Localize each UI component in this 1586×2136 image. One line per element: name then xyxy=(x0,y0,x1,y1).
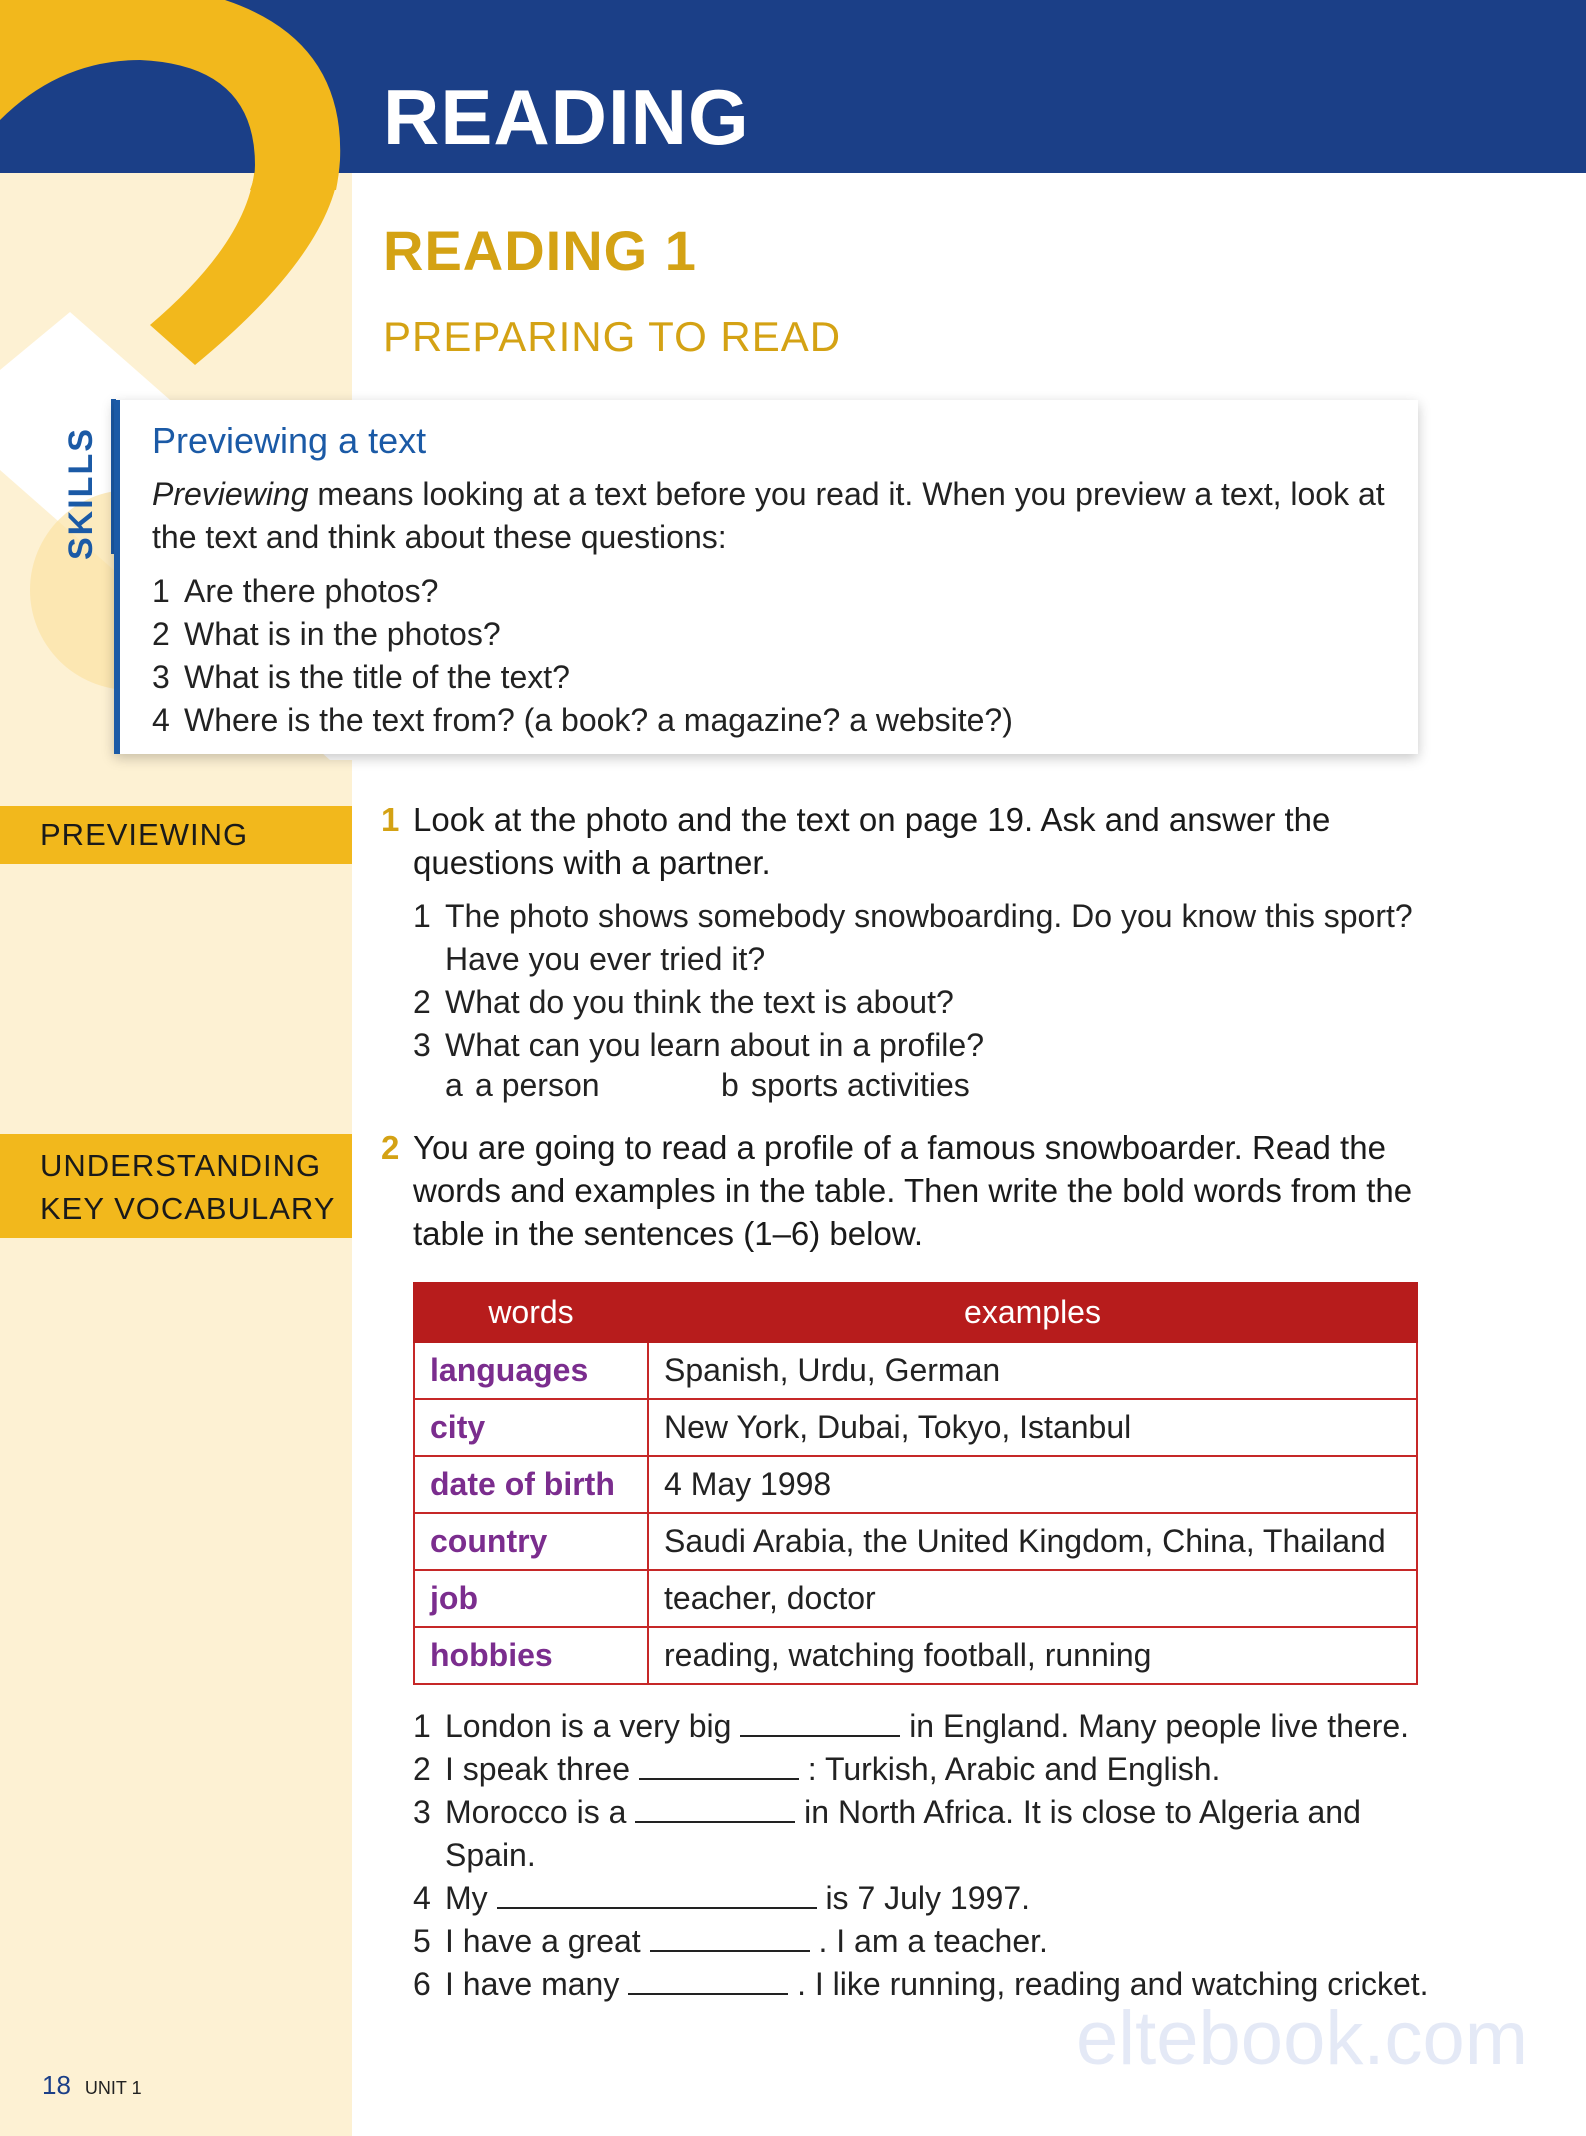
table-row xyxy=(414,1399,1417,1456)
vocab-word: job xyxy=(414,1570,648,1627)
item-number: 2 xyxy=(413,1751,431,1787)
unit-label: UNIT 1 xyxy=(84,2078,142,2098)
page-footer xyxy=(42,2070,142,2101)
skills-question-list xyxy=(152,570,1013,742)
sentence-end: . I am a teacher. xyxy=(818,1923,1048,1959)
sentence-start: I have a great xyxy=(445,1923,641,1959)
option-a-text: a person xyxy=(475,1067,600,1103)
exercise-1-number: 1 xyxy=(381,801,400,838)
column-header-examples: examples xyxy=(648,1283,1417,1342)
item-number: 1 xyxy=(413,898,431,934)
vocab-examples: New York, Dubai, Tokyo, Istanbul xyxy=(648,1399,1417,1456)
list-item xyxy=(152,656,1013,699)
exercise-2-sentences xyxy=(413,1705,1433,2006)
skills-heading: Previewing a text xyxy=(152,420,427,461)
list-item xyxy=(152,699,1013,742)
item-text: The photo shows somebody snowboarding. Do you know this sport? Have you ever tried it? xyxy=(445,898,1413,977)
item-text: Are there photos? xyxy=(184,573,439,609)
sentence-end: in England. Many people live there. xyxy=(909,1708,1410,1744)
list-item xyxy=(152,570,1013,613)
sidebar-label-line: UNDERSTANDING xyxy=(40,1148,322,1183)
sidebar-label-line: KEY VOCABULARY xyxy=(40,1191,336,1226)
page-title: READING xyxy=(383,73,750,161)
vocab-word: languages xyxy=(414,1342,648,1399)
sentence-start: I speak three xyxy=(445,1751,630,1787)
answer-blank[interactable] xyxy=(740,1709,900,1737)
sentence-end: : Turkish, Arabic and English. xyxy=(807,1751,1221,1787)
vocab-examples: Spanish, Urdu, German xyxy=(648,1342,1417,1399)
item-number: 6 xyxy=(413,1966,431,2002)
skills-intro xyxy=(152,473,1402,559)
sidebar-label-previewing: PREVIEWING xyxy=(0,806,352,864)
section-title: READING 1 xyxy=(383,219,697,282)
answer-blank[interactable] xyxy=(628,1967,788,1995)
list-item xyxy=(413,895,1413,981)
skills-tab-label: SKILLS xyxy=(62,427,100,560)
item-number: 5 xyxy=(413,1923,431,1959)
exercise-1-options xyxy=(445,1067,970,1104)
item-number: 3 xyxy=(152,659,170,695)
item-text: What do you think the text is about? xyxy=(445,984,954,1020)
list-item xyxy=(413,1024,1413,1067)
item-number: 3 xyxy=(413,1027,431,1063)
list-item xyxy=(152,613,1013,656)
item-number: 2 xyxy=(413,984,431,1020)
item-number: 1 xyxy=(152,573,170,609)
vocab-examples: reading, watching football, running xyxy=(648,1627,1417,1684)
column-header-words: words xyxy=(414,1283,648,1342)
list-item xyxy=(413,1791,1433,1877)
table-row xyxy=(414,1513,1417,1570)
item-text: What is the title of the text? xyxy=(184,659,570,695)
skills-box xyxy=(114,400,1418,754)
table-header-row xyxy=(414,1283,1417,1342)
vocab-word: hobbies xyxy=(414,1627,648,1684)
item-number: 1 xyxy=(413,1708,431,1744)
list-item xyxy=(413,981,1413,1024)
item-number: 4 xyxy=(152,702,170,738)
vocab-word: date of birth xyxy=(414,1456,648,1513)
answer-blank[interactable] xyxy=(650,1924,810,1952)
sentence-end: in North Africa. It is close to Algeria and Spain. xyxy=(445,1794,1361,1873)
item-number: 2 xyxy=(152,616,170,652)
vocab-examples: 4 May 1998 xyxy=(648,1456,1417,1513)
vocab-examples: teacher, doctor xyxy=(648,1570,1417,1627)
table-row xyxy=(414,1456,1417,1513)
exercise-2-number: 2 xyxy=(381,1129,400,1166)
exercise-1-instruction: Look at the photo and the text on page 19. Ask and answer the questions with a partner. xyxy=(413,801,1331,881)
vocabulary-table xyxy=(413,1282,1418,1685)
item-text: What is in the photos? xyxy=(184,616,501,652)
list-item xyxy=(413,1748,1433,1791)
section-subtitle: PREPARING TO READ xyxy=(383,313,842,360)
answer-blank[interactable] xyxy=(497,1881,817,1909)
sentence-end: is 7 July 1997. xyxy=(825,1880,1030,1916)
vocab-examples: Saudi Arabia, the United Kingdom, China, Thailand xyxy=(648,1513,1417,1570)
sentence-start: I have many xyxy=(445,1966,620,2002)
skills-intro-term: Previewing xyxy=(152,476,309,512)
vocab-word: country xyxy=(414,1513,648,1570)
option-b-text: sports activities xyxy=(751,1067,970,1103)
answer-blank[interactable] xyxy=(639,1752,799,1780)
list-item xyxy=(413,1877,1433,1920)
option-letter: a xyxy=(445,1067,463,1103)
vocab-word: city xyxy=(414,1399,648,1456)
table-row xyxy=(414,1570,1417,1627)
sentence-start: My xyxy=(445,1880,488,1916)
sentence-start: London is a very big xyxy=(445,1708,732,1744)
sentence-end: . I like running, reading and watching cricket. xyxy=(797,1966,1429,2002)
list-item xyxy=(413,1705,1433,1748)
item-text: What can you learn about in a profile? xyxy=(445,1027,984,1063)
sidebar-label-vocabulary xyxy=(0,1134,352,1238)
answer-blank[interactable] xyxy=(635,1795,795,1823)
sentence-start: Morocco is a xyxy=(445,1794,627,1830)
skills-intro-text: means looking at a text before you read it. When you preview a text, look at the text and think about these questions: xyxy=(152,476,1385,555)
exercise-2-instruction: You are going to read a profile of a famous snowboarder. Read the words and examples in the table. Then write the bold words from the table in the sentences (1–6) below. xyxy=(413,1129,1413,1252)
exercise-1-questions xyxy=(413,895,1413,1067)
unit-number-decoration-top xyxy=(0,0,360,200)
page-number: 18 xyxy=(42,2070,71,2100)
list-item xyxy=(413,1920,1433,1963)
item-text: Where is the text from? (a book? a magazine? a website?) xyxy=(184,702,1013,738)
option-letter: b xyxy=(721,1067,739,1103)
table-row xyxy=(414,1627,1417,1684)
item-number: 3 xyxy=(413,1794,431,1830)
table-row xyxy=(414,1342,1417,1399)
watermark: eltebook.com xyxy=(1076,1996,1529,2081)
item-number: 4 xyxy=(413,1880,431,1916)
